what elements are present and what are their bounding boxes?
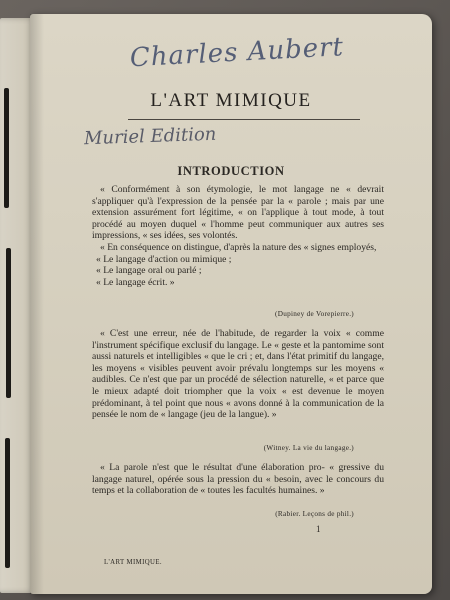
title-rule (128, 119, 360, 120)
paragraph-text: « La parole n'est que le résultat d'une élaboration pro- « gressive du langage naturel, opérée sous la pression du « besoin, avec le concours du temps et la collaboration de « toutes les facultés humaines. » (92, 462, 384, 497)
handwritten-annotation: Muriel Edition (83, 123, 217, 150)
binding-mark (4, 88, 9, 208)
binding-mark (6, 248, 11, 398)
paragraph-text: « En conséquence on distingue, d'après la nature des « signes employés, (100, 241, 377, 253)
list-item: « Le langage écrit. » (96, 276, 175, 288)
section-heading: INTRODUCTION (177, 164, 285, 178)
binding-mark (5, 438, 10, 568)
paragraph-1 (92, 184, 384, 288)
book-page (30, 14, 432, 594)
citation: (Witney. La vie du langage.) (263, 444, 354, 452)
page-number: 1 (316, 524, 321, 534)
book-title: L'ART MIMIQUE (150, 90, 312, 111)
paragraph-text: « C'est une erreur, née de l'habitude, de regarder la voix « comme l'instrument spécifique exclusif du langage. Le « geste et la pantomime sont aussi naturels et intelligibles « que le cri ; et, dans l'état primitif du langage, les moyens « visibles peuvent avoir prévalu longtemps sur les moyens « audibles. Ce n'est que par un procédé de sélection naturelle, « et parce que le mieux adapté doit triompher que la voix « est devenue le moyen prédominant, à tel point que nous « avons donné à la communication de la pensée le nom de « langage (jeu de la langue). » (92, 328, 384, 421)
citation: (Dupiney de Vorepierre.) (275, 310, 354, 318)
paragraph-text: « Conformément à son étymologie, le mot langage ne « devrait s'appliquer qu'à l'expression de la pensée par la « parole ; mais par une extension assurément fort légitime, « on l'applique à tout mode, à tout procédé au moyen duquel « l'homme peut communiquer aux autres ses impressions, « ses idées, ses volontés. (92, 184, 384, 242)
list-item: « Le langage oral ou parlé ; (96, 265, 202, 277)
citation: (Rabier. Leçons de phil.) (275, 510, 354, 518)
paragraph-2 (92, 328, 384, 421)
paragraph-3 (92, 462, 384, 497)
handwritten-signature: Charles Aubert (129, 32, 345, 74)
list-item: « Le langage d'action ou mimique ; (96, 253, 232, 265)
running-title: L'ART MIMIQUE. (104, 559, 163, 566)
